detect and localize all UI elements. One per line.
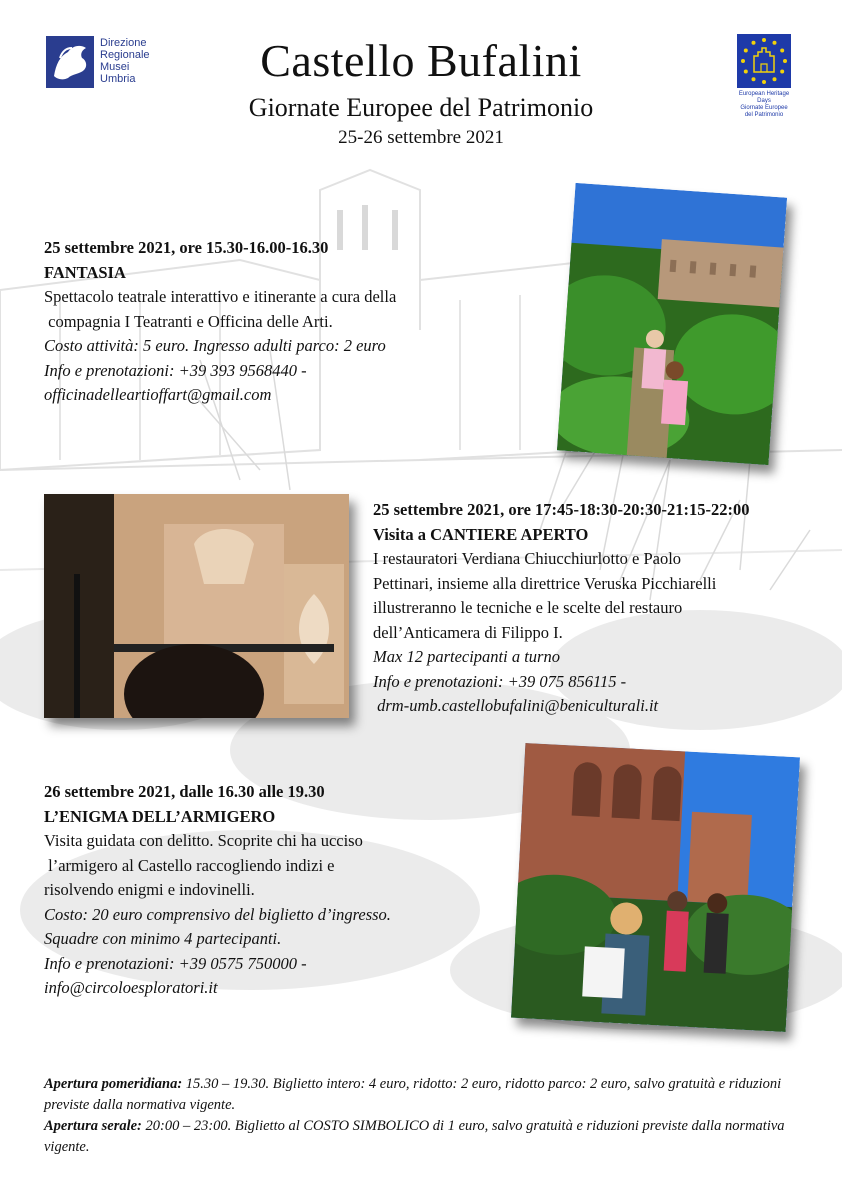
page-subtitle: Giornate Europee del Patrimonio: [248, 93, 594, 122]
event-email-link[interactable]: officinadelleartioffart@gmail.com: [44, 385, 272, 404]
event-heading: 25 settembre 2021, ore 15.30-16.00-16.30: [44, 238, 329, 257]
event-name: L’ENIGMA DELL’ARMIGERO: [44, 806, 276, 826]
event-fantasia: [44, 236, 494, 408]
event-info: Info e prenotazioni: +39 0575 750000 -: [44, 953, 307, 973]
afternoon-opening: [44, 1074, 804, 1116]
event-email-link[interactable]: drm-umb.castellobufalini@beniculturali.it: [373, 696, 659, 715]
event-cantiere-aperto: [373, 498, 813, 719]
event-heading: 25 settembre 2021, ore 17:45-18:30-20:30-21:15-22:00: [373, 500, 750, 519]
event-description: compagnia I Teatranti e Officina delle Arti.: [44, 311, 333, 331]
restoration-photo: [44, 494, 349, 718]
event-dates: 25-26 settembre 2021: [338, 127, 504, 148]
eu-stars-castle-icon: [737, 34, 791, 88]
evening-opening-text: 20:00 – 23:00. Biglietto al COSTO SIMBOLICO di 1 euro, salvo gratuità e riduzioni previste dalla normativa vigente.: [44, 1118, 785, 1155]
heritage-days-logo: [733, 34, 795, 119]
page-title: Castello Bufalini: [260, 35, 582, 86]
event-heading: 26 settembre 2021, dalle 16.30 alle 19.30: [44, 782, 325, 801]
heritage-days-line: Giornate Europee: [740, 105, 788, 111]
museum-logo-line: Direzione: [100, 37, 147, 49]
afternoon-opening-label: Apertura pomeridiana:: [44, 1076, 183, 1092]
event-max-participants: Max 12 partecipanti a turno: [373, 647, 560, 666]
event-description: Spettacolo teatrale interattivo e itinerante a cura della: [44, 287, 397, 306]
event-info: Info e prenotazioni: +39 075 856115 -: [373, 671, 627, 691]
event-cost: Costo attività: 5 euro. Ingresso adulti parco: 2 euro: [44, 336, 386, 355]
evening-opening-label: Apertura serale:: [44, 1118, 142, 1134]
afternoon-opening-text: 15.30 – 19.30. Biglietto intero: 4 euro, ridotto: 2 euro, ridotto parco: 2 euro, salvo gratuità e riduzioni previste dalla normativa vigente.: [44, 1076, 782, 1113]
event-description: I restauratori Verdiana Chiucchiurlotto e Paolo: [373, 549, 682, 568]
event-name: FANTASIA: [44, 262, 126, 282]
event-description: l’armigero al Castello raccogliendo indizi e: [44, 855, 335, 875]
event-cost: Costo: 20 euro comprensivo del biglietto d’ingresso.: [44, 904, 391, 924]
event-info: Info e prenotazioni: +39 393 9568440 -: [44, 360, 307, 380]
event-description: Pettinari, insieme alla direttrice Veruska Picchiarelli: [373, 573, 717, 593]
opening-hours-notice: [44, 1074, 804, 1158]
museum-logo-line: Umbria: [100, 73, 136, 85]
event-description: Visita guidata con delitto. Scoprite chi ha ucciso: [44, 831, 363, 850]
event-description: risolvendo enigmi e indovinelli.: [44, 880, 255, 899]
evening-opening: [44, 1116, 804, 1158]
event-description: dell’Anticamera di Filippo I.: [373, 622, 563, 642]
museum-logo-line: Musei: [100, 61, 130, 73]
heritage-days-line: European Heritage Days: [738, 91, 790, 104]
event-description: illustreranno le tecniche e le scelte del restauro: [373, 598, 683, 617]
event-email-link[interactable]: info@circoloesploratori.it: [44, 978, 218, 997]
garden-photo: [557, 183, 787, 465]
museum-logo-line: Regionale: [100, 49, 150, 61]
event-enigma-armigero: [44, 780, 494, 1001]
event-teams: Squadre con minimo 4 partecipanti.: [44, 929, 282, 948]
heritage-days-text: [733, 91, 795, 119]
event-name: Visita a CANTIERE APERTO: [373, 524, 589, 544]
heritage-days-line: del Patrimonio: [744, 112, 784, 118]
courtyard-group-photo: [511, 743, 800, 1032]
